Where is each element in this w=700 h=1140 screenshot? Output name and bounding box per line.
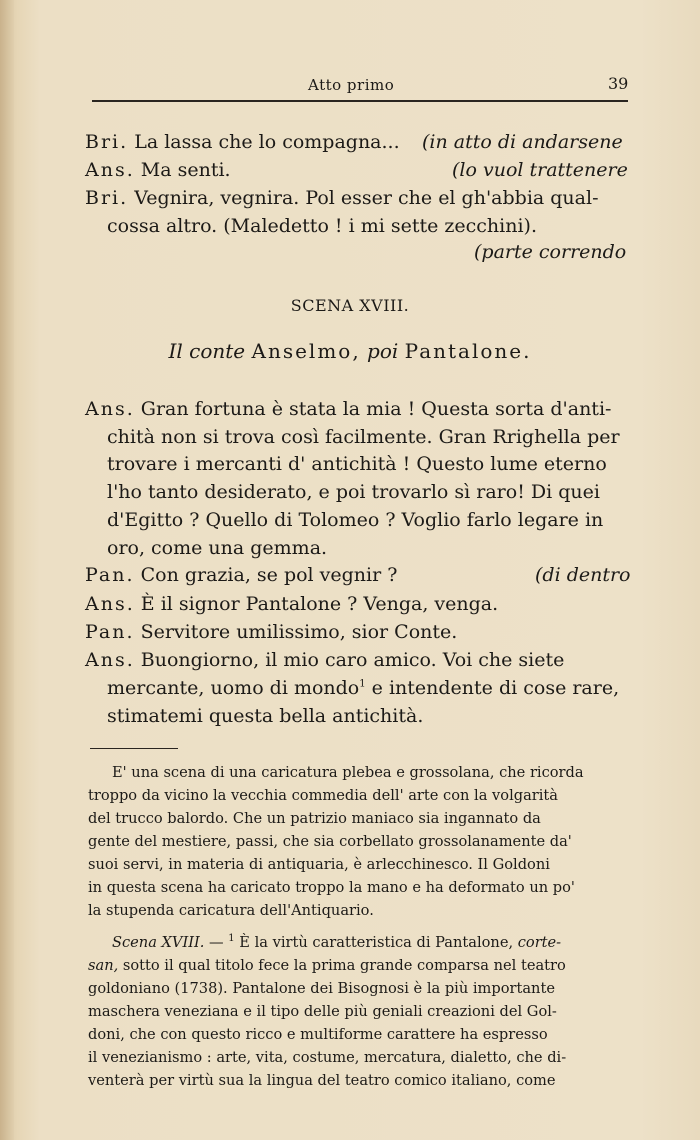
note-line: del trucco balordo. Che un patrizio maniaco sia ingannato da: [88, 810, 541, 827]
note-line: gente del mestiere, passi, che sia corbellato grossolanamente da': [88, 833, 572, 850]
line-text: e intendente di cose rare,: [365, 677, 620, 699]
note-line: E' una scena di una caricatura plebea e grossolana, che ricorda: [112, 764, 584, 781]
char-poi: poi: [367, 339, 399, 363]
dialogue-line: [85, 620, 457, 644]
dialogue-line: [85, 648, 564, 672]
dialogue-line: [85, 186, 599, 210]
dialogue-line: trovare i mercanti d' antichità ! Questo lume eterno: [107, 453, 607, 475]
dialogue-line: d'Egitto ? Quello di Tolomeo ? Voglio farlo legare in: [107, 509, 604, 531]
speaker-label: Bri.: [85, 131, 129, 153]
stage-direction: (parte correndo: [474, 241, 627, 263]
dialogue-line: [85, 397, 611, 421]
note-line: la stupenda caricatura dell'Antiquario.: [88, 902, 374, 919]
dialogue-line: chità non si trova così facilmente. Gran Rrighella per: [107, 426, 620, 448]
stage-direction: (lo vuol trattenere: [452, 159, 628, 181]
note-italic: san,: [88, 957, 119, 974]
note-line: venterà per virtù sua la lingua del teatro comico italiano, come: [88, 1072, 556, 1089]
note-text: È la virtù caratteristica di Pantalone,: [234, 934, 514, 951]
char-anselmo: Anselmo,: [251, 339, 361, 363]
line-text: Gran fortuna è stata la mia ! Questa sorta d'anti-: [140, 398, 612, 420]
note-line: [112, 932, 561, 954]
page-gutter-shadow: [0, 0, 14, 1140]
stage-direction: (di dentro: [535, 564, 631, 586]
scene-characters: [0, 339, 700, 363]
footnote-marker: 1: [359, 678, 366, 690]
note-line: il venezianismo : arte, vita, costume, mercatura, dialetto, che di-: [88, 1049, 567, 1066]
note-reference: Scena XVIII.: [112, 934, 205, 951]
line-text: È il signor Pantalone ? Venga, venga.: [140, 593, 499, 615]
char-title: Il conte: [168, 339, 246, 363]
note-line: maschera veneziana e il tipo delle più geniali creazioni del Gol-: [88, 1003, 557, 1020]
line-text: La lassa che lo compagna...: [134, 131, 400, 153]
note-text: sotto il qual titolo fece la prima grande comparsa nel teatro: [118, 957, 566, 974]
footnote-marker: 1: [228, 933, 235, 945]
line-text: Con grazia, se pol vegnir ?: [140, 564, 398, 586]
dialogue-line: [85, 592, 498, 616]
dialogue-line: [85, 158, 231, 182]
note-line: in questa scena ha caricato troppo la mano e ha deformato un po': [88, 879, 575, 896]
speaker-label: Ans.: [85, 649, 135, 671]
page-number: 39: [608, 74, 629, 93]
speaker-label: Pan.: [85, 564, 135, 586]
header-rule: [92, 100, 628, 102]
line-text: Servitore umilissimo, sior Conte.: [140, 621, 458, 643]
speaker-label: Ans.: [85, 159, 135, 181]
dialogue-line: [85, 563, 397, 587]
line-text: Buongiorno, il mio caro amico. Voi che siete: [140, 649, 565, 671]
line-text: mercante, uomo di mondo: [107, 677, 360, 699]
dialogue-line: oro, come una gemma.: [107, 537, 328, 559]
speaker-label: Ans.: [85, 398, 135, 420]
dialogue-line: l'ho tanto desiderato, e poi trovarlo sì raro! Di quei: [107, 481, 600, 503]
note-line: suoi servi, in materia di antiquaria, è arlecchinesco. Il Goldoni: [88, 856, 550, 873]
stage-direction: (in atto di andarsene: [422, 131, 623, 153]
note-line: goldoniano (1738). Pantalone dei Bisognosi è la più importante: [88, 980, 555, 997]
dialogue-line: stimatemi questa bella antichità.: [107, 705, 424, 727]
running-header: [0, 72, 700, 96]
footnote-rule: [90, 748, 178, 749]
note-line: troppo da vicino la vecchia commedia dell' arte con la volgarità: [88, 787, 558, 804]
note-line: [88, 955, 566, 977]
dialogue-line: [85, 130, 400, 154]
speaker-label: Pan.: [85, 621, 135, 643]
dialogue-line: cossa altro. (Maledetto ! i mi sette zecchini).: [107, 215, 538, 237]
char-pantalone: Pantalone.: [404, 339, 532, 363]
speaker-label: Ans.: [85, 593, 135, 615]
speaker-label: Bri.: [85, 187, 129, 209]
dialogue-line: [107, 676, 619, 700]
note-dash: —: [204, 934, 229, 951]
scene-heading: SCENA XVIII.: [290, 296, 410, 315]
line-text: Ma senti.: [140, 159, 231, 181]
line-text: Vegnira, vegnira. Pol esser che el gh'abbia qual-: [134, 187, 599, 209]
note-italic: corte-: [513, 934, 562, 951]
running-title: Atto primo: [308, 76, 395, 94]
note-line: doni, che con questo ricco e multiforme carattere ha espresso: [88, 1026, 548, 1043]
